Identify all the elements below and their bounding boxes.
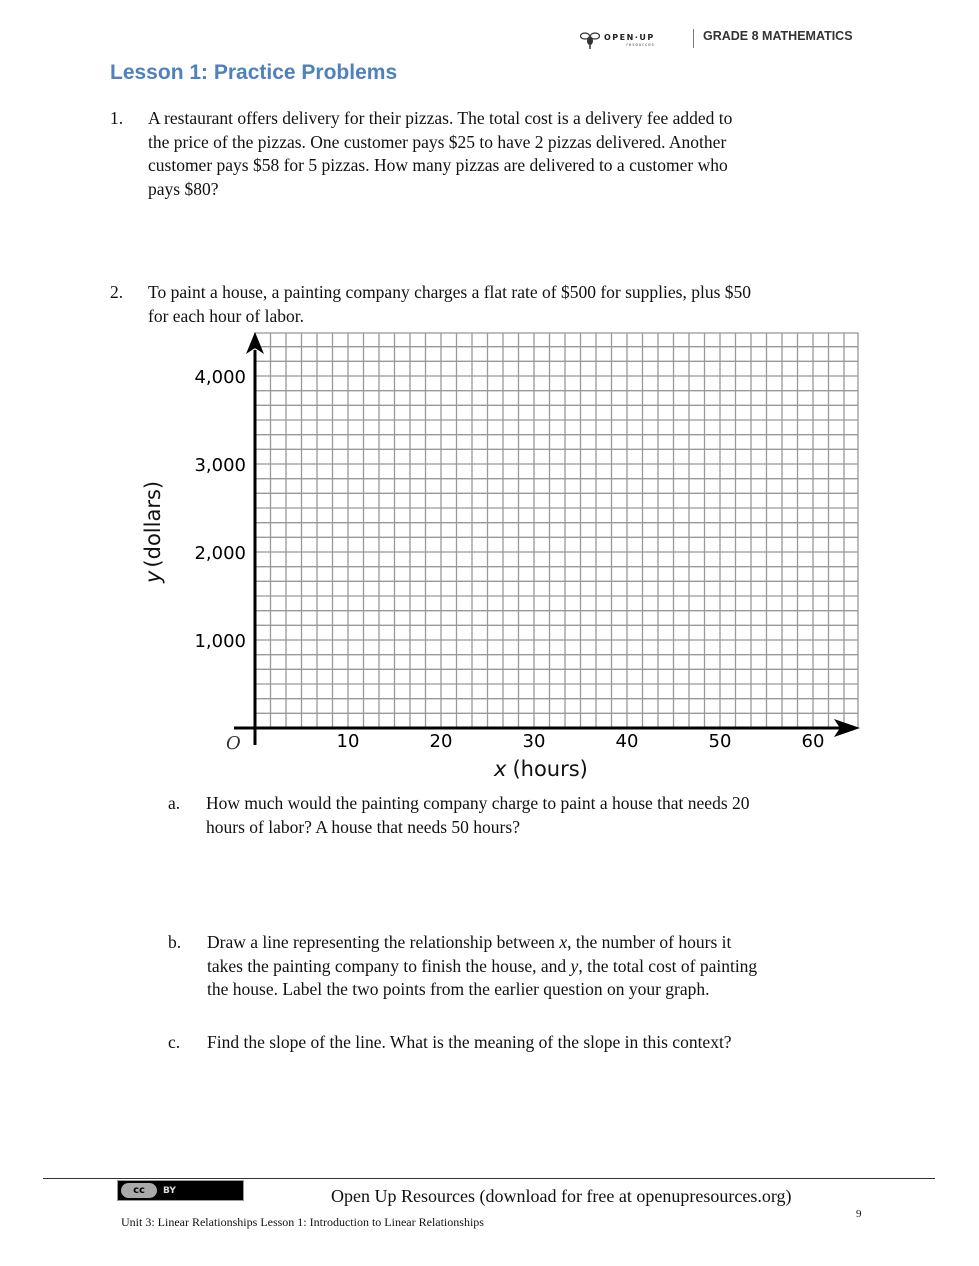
origin-label: O	[226, 733, 241, 754]
part-c-text	[207, 1031, 732, 1055]
x-tick-label: 30	[522, 731, 546, 752]
x-tick-label: 20	[429, 731, 453, 752]
y-axis-var: y	[141, 570, 165, 583]
x-tick-label: 60	[801, 731, 825, 752]
text-line: Draw a line representing the relationship between x, the number of hours it	[207, 932, 732, 952]
text-line: the price of the pizzas. One customer pays $25 to have 2 pizzas delivered. Another	[148, 131, 727, 152]
y-axis-unit: (dollars)	[141, 480, 165, 568]
text-line: customer pays $58 for 5 pizzas. How many pizzas are delivered to a customer who	[148, 155, 728, 175]
text-line: hours of labor? A house that needs 50 hours?	[206, 816, 520, 837]
text-line: Find the slope of the line. What is the meaning of the slope in this context?	[207, 1032, 732, 1052]
grid	[255, 333, 858, 728]
x-tick-label: 10	[336, 731, 360, 752]
problem-2-number: 2.	[110, 282, 124, 302]
cc-icon: cc	[121, 1183, 157, 1198]
x-tick-label: 50	[708, 731, 732, 752]
text-line: To paint a house, a painting company charges a flat rate of $500 for supplies, plus $50	[148, 282, 752, 302]
y-tick-label: 3,000	[194, 455, 246, 476]
part-a-letter: a.	[168, 793, 181, 813]
variable-x: x	[559, 932, 568, 952]
text-line: pays $80?	[148, 178, 219, 199]
text-line: the house. Label the two points from the earlier question on your graph.	[207, 979, 710, 999]
cc-by-license-badge[interactable]	[117, 1180, 244, 1201]
part-b-text	[207, 931, 757, 1002]
y-tick-label: 2,000	[194, 543, 246, 564]
by-label: BY	[163, 1185, 176, 1196]
x-axis-unit: (hours)	[512, 757, 588, 781]
text-line: for each hour of labor.	[148, 305, 304, 326]
y-tick-label: 4,000	[194, 367, 246, 388]
grade-label: GRADE 8 MATHEMATICS	[703, 29, 853, 43]
part-c-letter: c.	[168, 1032, 181, 1052]
footer-source: Open Up Resources (download for free at openupresources.org)	[331, 1186, 792, 1206]
text-line: A restaurant offers delivery for their pizzas. The total cost is a delivery fee added to	[148, 108, 733, 128]
logo-sub: resources	[626, 41, 655, 47]
y-tick-label: 1,000	[194, 631, 246, 652]
y-axis-title	[141, 481, 165, 584]
text-line: takes the painting company to finish the house, and y, the total cost of painting	[207, 955, 758, 976]
part-b-letter: b.	[168, 932, 182, 952]
page-title: Lesson 1: Practice Problems	[110, 61, 398, 84]
logo-brand: OPEN·UP	[604, 32, 655, 42]
problem-1-number: 1.	[110, 108, 124, 128]
part-a-text	[206, 792, 750, 839]
variable-y: y	[570, 955, 579, 976]
x-tick-label: 40	[615, 731, 639, 752]
x-axis-title	[493, 757, 588, 781]
footer-unit: Unit 3: Linear Relationships Lesson 1: Introduction to Linear Relationships	[121, 1215, 484, 1229]
footer-divider	[43, 1178, 935, 1179]
page-number: 9	[856, 1208, 862, 1220]
x-axis-var: x	[494, 757, 507, 781]
text-line: How much would the painting company charge to paint a house that needs 20	[206, 793, 750, 813]
